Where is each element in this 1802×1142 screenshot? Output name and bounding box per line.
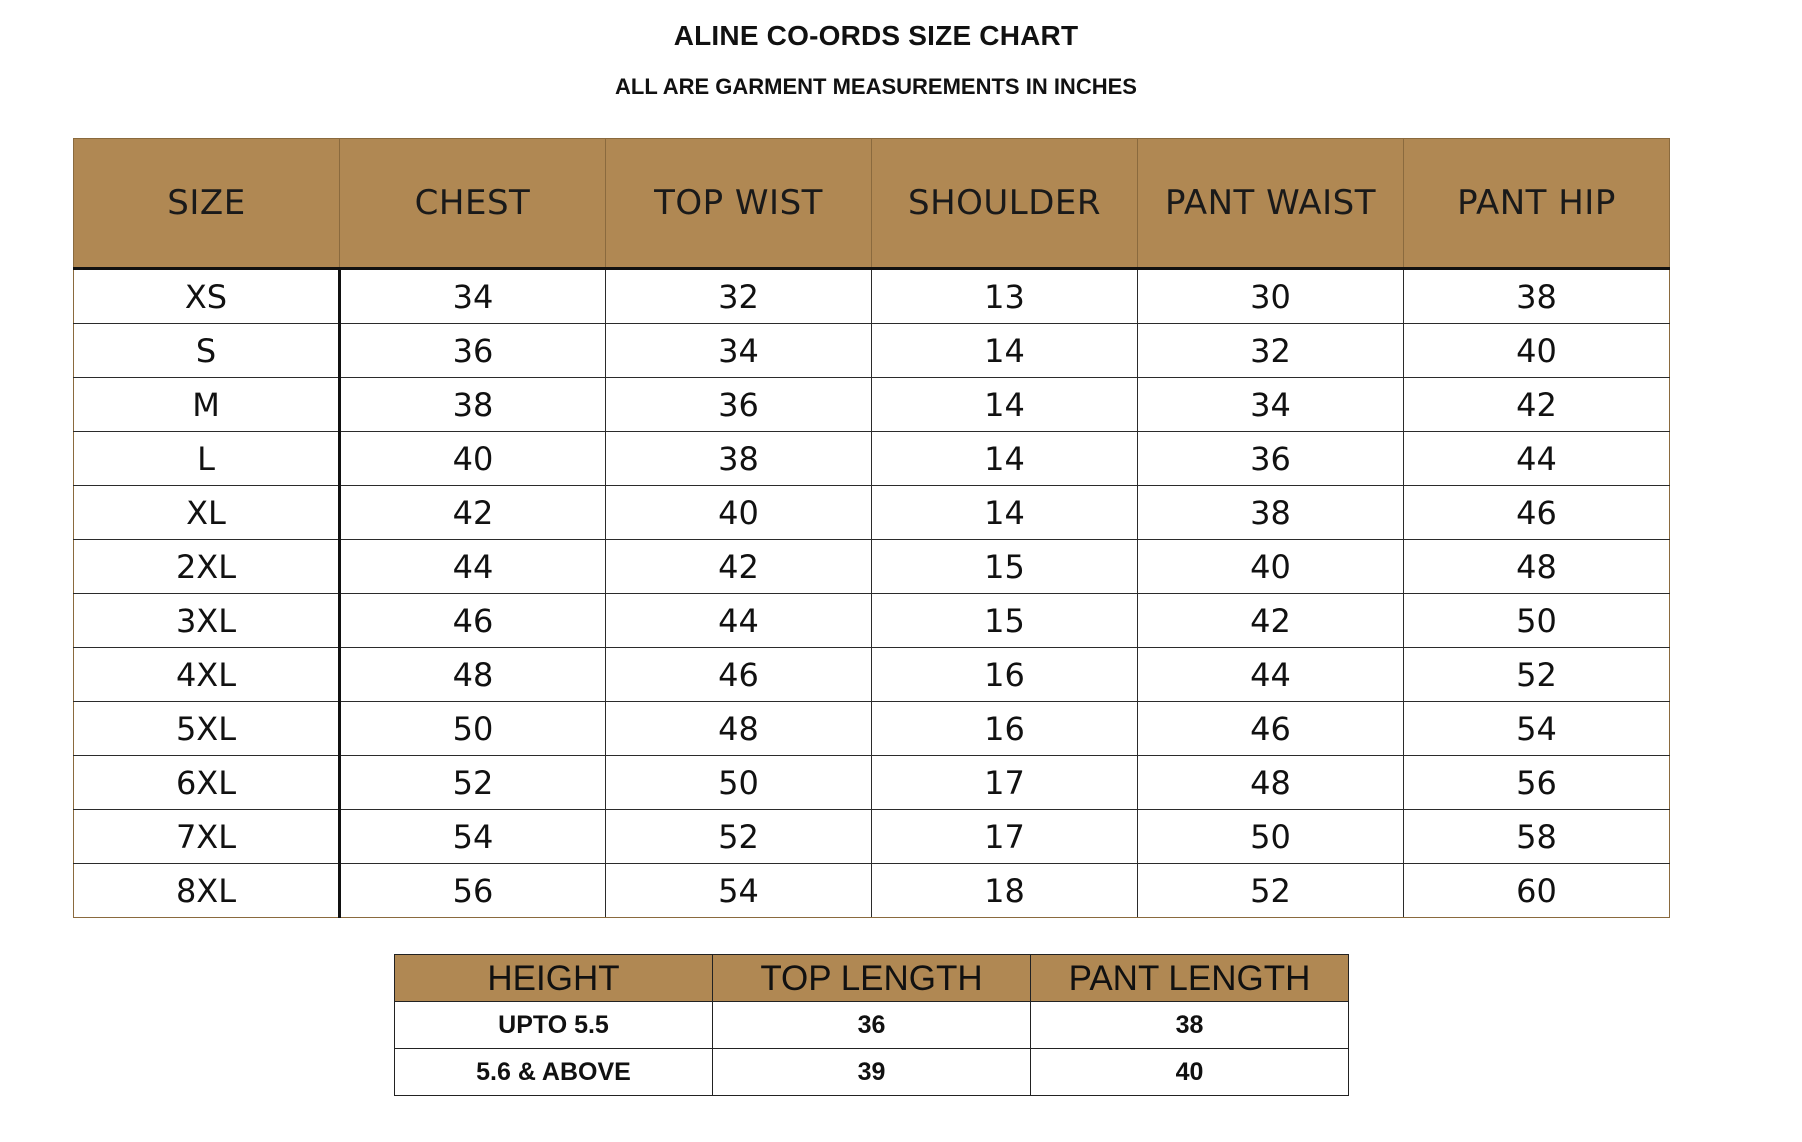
header-pant-hip: PANT HIP [1404,139,1670,269]
cell-shoulder: 16 [872,648,1138,702]
cell-size: XS [74,269,340,324]
cell-pant-hip: 52 [1404,648,1670,702]
cell-pant-hip: 46 [1404,486,1670,540]
cell-size: 7XL [74,810,340,864]
cell-pant-hip: 60 [1404,864,1670,918]
cell-shoulder: 14 [872,378,1138,432]
header-height: HEIGHT [395,955,713,1002]
cell-size: 5XL [74,702,340,756]
cell-pant-waist: 36 [1138,432,1404,486]
cell-shoulder: 17 [872,810,1138,864]
cell-chest: 50 [340,702,606,756]
cell-top-wist: 40 [606,486,872,540]
cell-size: S [74,324,340,378]
cell-chest: 52 [340,756,606,810]
cell-top-length: 39 [713,1049,1031,1096]
cell-shoulder: 17 [872,756,1138,810]
cell-shoulder: 14 [872,432,1138,486]
cell-chest: 56 [340,864,606,918]
size-chart-table [73,138,1670,918]
cell-top-wist: 50 [606,756,872,810]
page-title: ALINE CO-ORDS SIZE CHART [673,20,1079,51]
cell-pant-waist: 44 [1138,648,1404,702]
cell-pant-hip: 44 [1404,432,1670,486]
cell-pant-waist: 30 [1138,269,1404,324]
cell-size: 3XL [74,594,340,648]
cell-chest: 34 [340,269,606,324]
cell-top-wist: 32 [606,269,872,324]
cell-pant-length: 40 [1031,1049,1349,1096]
cell-chest: 42 [340,486,606,540]
cell-pant-waist: 52 [1138,864,1404,918]
cell-size: 4XL [74,648,340,702]
cell-shoulder: 16 [872,702,1138,756]
cell-shoulder: 13 [872,269,1138,324]
cell-size: M [74,378,340,432]
cell-pant-waist: 32 [1138,324,1404,378]
cell-pant-hip: 40 [1404,324,1670,378]
cell-shoulder: 15 [872,594,1138,648]
cell-top-wist: 34 [606,324,872,378]
table-row [74,432,1670,486]
table-row [74,540,1670,594]
cell-shoulder: 14 [872,486,1138,540]
table-row [74,486,1670,540]
header-shoulder: SHOULDER [872,139,1138,269]
cell-pant-length: 38 [1031,1002,1349,1049]
cell-shoulder: 14 [872,324,1138,378]
cell-pant-waist: 42 [1138,594,1404,648]
header-chest: CHEST [340,139,606,269]
table-row [74,378,1670,432]
cell-top-wist: 52 [606,810,872,864]
table-row [74,324,1670,378]
cell-top-wist: 38 [606,432,872,486]
cell-top-length: 36 [713,1002,1031,1049]
cell-pant-waist: 50 [1138,810,1404,864]
cell-pant-hip: 42 [1404,378,1670,432]
cell-pant-waist: 46 [1138,702,1404,756]
table-row [74,810,1670,864]
cell-top-wist: 54 [606,864,872,918]
cell-top-wist: 46 [606,648,872,702]
cell-size: XL [74,486,340,540]
cell-chest: 46 [340,594,606,648]
table-row [74,864,1670,918]
cell-size: 2XL [74,540,340,594]
cell-chest: 36 [340,324,606,378]
table-row [74,594,1670,648]
cell-chest: 40 [340,432,606,486]
length-chart-header-row [395,955,1349,1002]
table-row [395,1002,1349,1049]
cell-top-wist: 42 [606,540,872,594]
cell-shoulder: 15 [872,540,1138,594]
page-subtitle: ALL ARE GARMENT MEASUREMENTS IN INCHES [615,74,1137,99]
cell-pant-waist: 34 [1138,378,1404,432]
table-row [74,648,1670,702]
size-chart-header-row [74,139,1670,269]
cell-size: L [74,432,340,486]
cell-pant-waist: 40 [1138,540,1404,594]
cell-chest: 44 [340,540,606,594]
cell-size: 6XL [74,756,340,810]
cell-chest: 54 [340,810,606,864]
cell-pant-waist: 38 [1138,486,1404,540]
cell-top-wist: 48 [606,702,872,756]
cell-pant-hip: 58 [1404,810,1670,864]
cell-pant-hip: 50 [1404,594,1670,648]
cell-pant-hip: 56 [1404,756,1670,810]
cell-height: 5.6 & ABOVE [395,1049,713,1096]
cell-shoulder: 18 [872,864,1138,918]
length-chart-table [394,954,1349,1096]
cell-pant-hip: 54 [1404,702,1670,756]
cell-chest: 48 [340,648,606,702]
cell-top-wist: 44 [606,594,872,648]
table-row [74,702,1670,756]
cell-pant-waist: 48 [1138,756,1404,810]
table-row [74,269,1670,324]
cell-height: UPTO 5.5 [395,1002,713,1049]
header-top-length: TOP LENGTH [713,955,1031,1002]
cell-size: 8XL [74,864,340,918]
cell-pant-hip: 48 [1404,540,1670,594]
header-size: SIZE [74,139,340,269]
cell-chest: 38 [340,378,606,432]
cell-top-wist: 36 [606,378,872,432]
header-pant-waist: PANT WAIST [1138,139,1404,269]
cell-pant-hip: 38 [1404,269,1670,324]
header-top-wist: TOP WIST [606,139,872,269]
table-row [395,1049,1349,1096]
header-pant-length: PANT LENGTH [1031,955,1349,1002]
table-row [74,756,1670,810]
